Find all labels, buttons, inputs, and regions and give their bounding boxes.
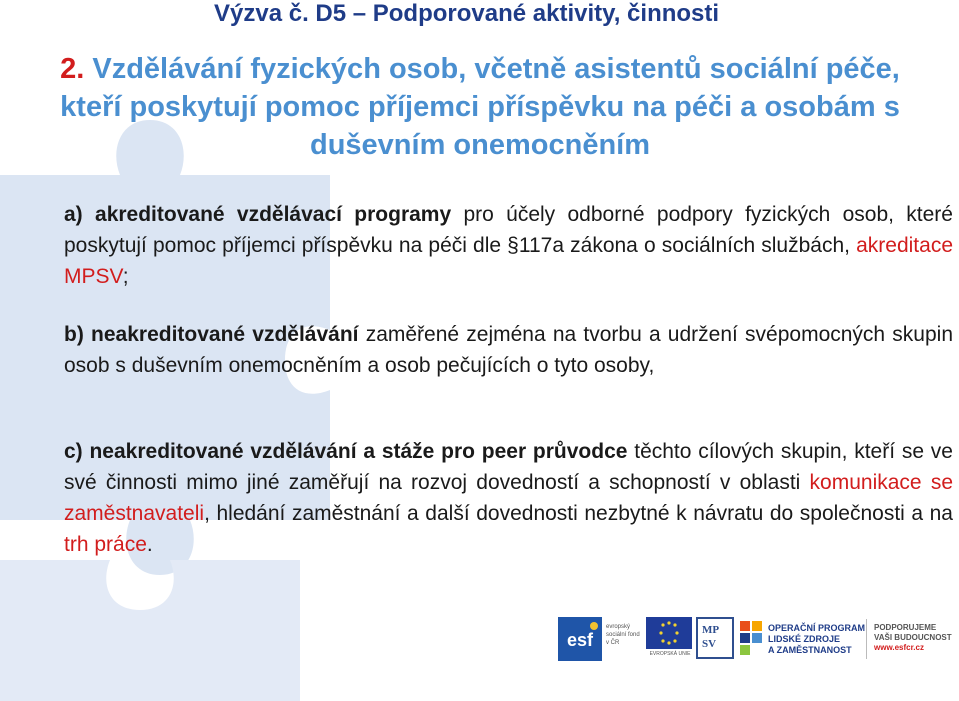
web-url: www.esfcr.cz xyxy=(874,643,924,652)
item-c-red-1: komunikace se zaměstnavateli xyxy=(64,471,953,525)
item-b-text: zaměřené zejména na tvorbu a udržení svépomocných skupin osob s duševním onemocněním a osob pečujících o tyto osoby, xyxy=(64,323,954,377)
section-heading xyxy=(40,50,920,164)
mpsv-logo-icon xyxy=(696,617,734,659)
web-line-1: PODPORUJEME xyxy=(874,623,937,632)
op-lzz-logo-icon xyxy=(740,621,764,657)
slide-title: Výzva č. D5 – Podporované aktivity, činnosti xyxy=(214,0,720,27)
section-heading-text: Vzdělávání fyzických osob, včetně asistentů sociální péče, kteří poskytují pomoc příjemci příspěvku na péči a osobám s duševním onemocněním xyxy=(60,53,900,161)
op-line-1: OPERAČNÍ PROGRAM xyxy=(768,623,866,633)
list-item-c xyxy=(64,436,953,560)
item-b-label: b) xyxy=(64,323,84,346)
op-line-2: LIDSKÉ ZDROJE xyxy=(768,634,841,644)
mpsv-line-2: SV xyxy=(702,638,717,650)
item-a-label: a) xyxy=(64,203,83,226)
funding-logos xyxy=(558,617,953,665)
esf-caption: evropský sociální fond v ČR xyxy=(606,624,640,646)
item-c-label: c) xyxy=(64,440,83,463)
mpsv-line-1: MP xyxy=(702,624,720,636)
list-item-b xyxy=(64,319,953,381)
item-a-end: ; xyxy=(122,265,129,288)
section-number: 2. xyxy=(60,53,85,85)
esf-logo-icon xyxy=(558,617,602,661)
item-a-red: akreditace MPSV xyxy=(64,234,953,288)
esf-web-caption xyxy=(874,623,954,653)
logo-divider xyxy=(866,619,867,659)
op-line-3: A ZAMĚSTNANOST xyxy=(768,645,852,655)
list-item-a xyxy=(64,199,953,292)
item-b-bold: neakreditované vzdělávání xyxy=(91,323,359,346)
web-line-2: VAŠI BUDOUCNOST xyxy=(874,633,952,642)
item-c-text: těchto cílových skupin, kteří se ve své činnosti mimo jiné zaměřují na rozvoj dovedností a schopností v oblasti xyxy=(64,440,953,494)
item-c-end: . xyxy=(146,533,153,556)
item-c-bold: neakreditované vzdělávání a stáže pro peer průvodce xyxy=(89,440,628,463)
item-c-text-2: , hledání zaměstnání a další dovednosti nezbytné k návratu do společnosti a na xyxy=(204,502,953,525)
eu-caption: EVROPSKÁ UNIE xyxy=(649,651,691,657)
item-a-bold: akreditované vzdělávací programy xyxy=(95,203,452,226)
item-a-text: pro účely odborné podpory fyzických osob, které poskytují pomoc příjemci příspěvku na péči dle §117a zákona o sociálních službách, xyxy=(64,203,953,257)
svg-text:esf: esf xyxy=(566,630,594,650)
eu-flag-icon xyxy=(646,617,692,649)
op-lzz-caption xyxy=(768,623,868,656)
item-c-red-2: trh práce xyxy=(64,533,147,556)
